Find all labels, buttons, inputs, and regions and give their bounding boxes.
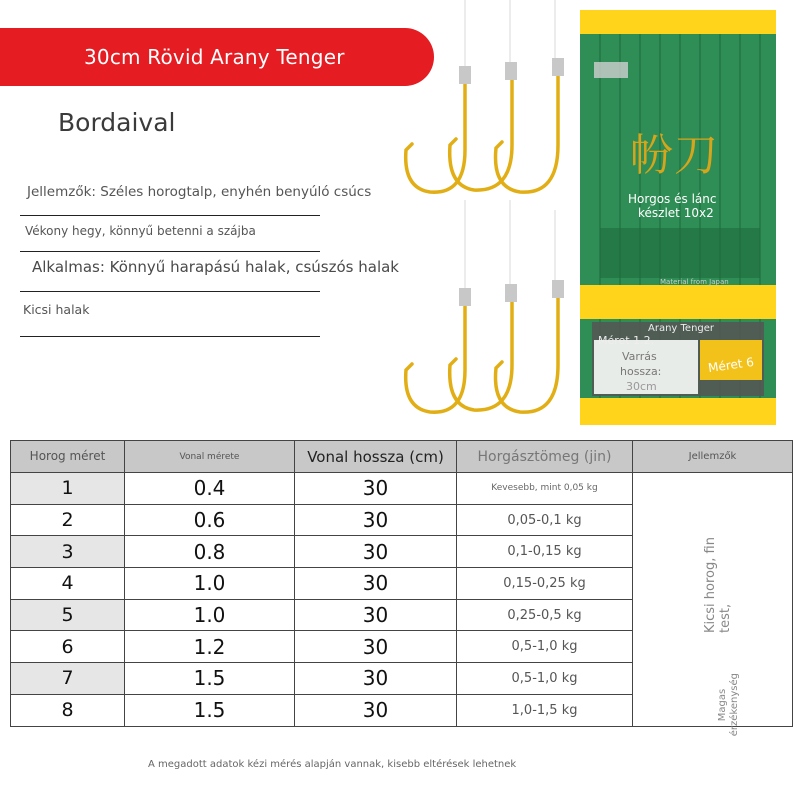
cell-hook: 3 [11, 536, 125, 568]
header-hook-size: Horog méret [11, 441, 125, 473]
cell-length: 30 [295, 631, 457, 663]
cell-weight: 0,25-0,5 kg [457, 599, 633, 631]
feature-line-1: Jellemzők: Széles horogtalp, enyhén benyúló csúcs [20, 184, 320, 216]
cell-hook: 7 [11, 663, 125, 695]
header-features: Jellemzők [633, 441, 793, 473]
cell-length: 30 [295, 599, 457, 631]
header-line-length: Vonal hossza (cm) [295, 441, 457, 473]
feature-line-2: Vékony hegy, könnyű betenni a szájba [20, 224, 320, 252]
cell-length: 30 [295, 568, 457, 600]
cell-weight: 0,05-0,1 kg [457, 504, 633, 536]
cell-line: 1.5 [125, 694, 295, 726]
header-line-size: Vonal mérete [125, 441, 295, 473]
spec-table [10, 440, 793, 737]
cell-weight: 0,5-1,0 kg [457, 631, 633, 663]
cell-line: 0.6 [125, 504, 295, 536]
package-material: Material from Japan [660, 278, 729, 286]
package-label-sew: Varrás [622, 350, 657, 363]
cell-weight: 0,1-0,15 kg [457, 536, 633, 568]
svg-text:帉刀: 帉刀 [630, 130, 718, 181]
cell-weight: 1,0-1,5 kg [457, 694, 633, 726]
cell-hook: 8 [11, 694, 125, 726]
cell-length: 30 [295, 504, 457, 536]
title-banner [0, 28, 434, 86]
cell-line: 0.4 [125, 473, 295, 505]
feature-line-4: Kicsi halak [20, 302, 320, 337]
page-subtitle: Bordaival [58, 108, 176, 137]
package-label-size: Méret 1.2, [598, 334, 655, 347]
page-title: 30cm Rövid Arany Tenger [84, 45, 345, 69]
table-header-row [11, 441, 793, 473]
cell-line: 0.8 [125, 536, 295, 568]
cell-line: 1.5 [125, 663, 295, 695]
package-label-length-value: 30cm [626, 380, 657, 393]
cell-weight: 0,5-1,0 kg [457, 663, 633, 695]
package-size-badge: Méret 6 [707, 354, 755, 376]
cell-hook: 1 [11, 473, 125, 505]
package-text-2: készlet 10x2 [638, 206, 714, 220]
cell-length: 30 [295, 694, 457, 726]
cell-line: 1.2 [125, 631, 295, 663]
header-weight: Horgásztömeg (jin) [457, 441, 633, 473]
features-note-1: Kicsi horog, fin test, [703, 537, 733, 633]
cell-hook: 5 [11, 599, 125, 631]
cell-length: 30 [295, 473, 457, 505]
cell-weight: Kevesebb, mint 0,05 kg [457, 473, 633, 505]
feature-line-3: Alkalmas: Könnyű harapású halak, csúszós halak [20, 258, 320, 292]
package-text-1: Horgos és lánc [628, 192, 717, 206]
package-label-title: Arany Tenger [648, 323, 715, 334]
features-note-2: Magas érzékenység [717, 673, 740, 737]
cell-line: 1.0 [125, 568, 295, 600]
cell-hook: 2 [11, 504, 125, 536]
table-row [11, 473, 793, 505]
cell-hook: 4 [11, 568, 125, 600]
cell-length: 30 [295, 536, 457, 568]
cell-line: 1.0 [125, 599, 295, 631]
features-note-cell [633, 473, 793, 737]
package-label-length: hossza: [620, 365, 662, 378]
cell-hook: 6 [11, 631, 125, 663]
disclaimer-note: A megadott adatok kézi mérés alapján vannak, kisebb eltérések lehetnek [148, 759, 517, 770]
cell-weight: 0,15-0,25 kg [457, 568, 633, 600]
cell-length: 30 [295, 663, 457, 695]
